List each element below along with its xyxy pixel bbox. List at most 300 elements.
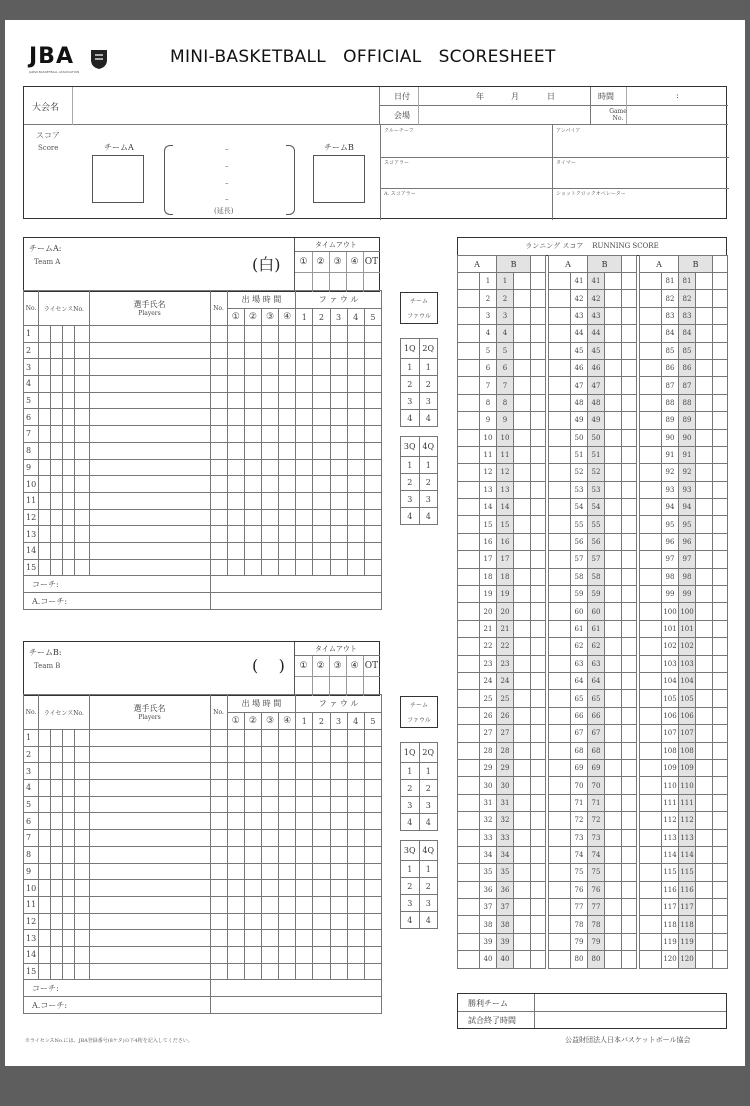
- player-cell[interactable]: [261, 963, 278, 980]
- player-cell[interactable]: [313, 542, 330, 559]
- player-cell[interactable]: [364, 796, 381, 813]
- player-cell[interactable]: [279, 459, 296, 476]
- player-cell[interactable]: [330, 426, 347, 443]
- player-cell[interactable]: [244, 492, 261, 509]
- score-mark-b[interactable]: [514, 429, 531, 446]
- score-number-b[interactable]: [497, 638, 514, 655]
- score-mark-b[interactable]: [605, 725, 622, 742]
- player-cell[interactable]: [261, 813, 278, 830]
- score-number-b[interactable]: [497, 551, 514, 568]
- score-number-a[interactable]: [662, 899, 679, 916]
- score-number-b[interactable]: [588, 290, 605, 307]
- score-mark-b[interactable]: [605, 620, 622, 637]
- score-number-a[interactable]: [571, 412, 588, 429]
- player-cell[interactable]: [279, 896, 296, 913]
- player-cell[interactable]: [364, 913, 381, 930]
- player-cell[interactable]: [364, 476, 381, 493]
- player-cell[interactable]: [330, 746, 347, 763]
- player-cell[interactable]: [51, 509, 63, 526]
- team_a-timeout-3[interactable]: [329, 252, 347, 272]
- team-foul-cell[interactable]: [401, 457, 420, 474]
- score-mark-a[interactable]: [549, 359, 571, 376]
- score-mark-b[interactable]: [605, 707, 622, 724]
- score-mark-b[interactable]: [514, 603, 531, 620]
- player-cell[interactable]: [364, 830, 381, 847]
- player-cell[interactable]: [330, 830, 347, 847]
- player-cell[interactable]: [51, 459, 63, 476]
- score-mark-a[interactable]: [640, 429, 662, 446]
- score-mark-a[interactable]: [458, 516, 480, 533]
- player-cell[interactable]: [89, 863, 210, 880]
- player-cell[interactable]: [39, 780, 51, 797]
- score-mark-a[interactable]: [549, 499, 571, 516]
- player-cell[interactable]: [210, 880, 227, 897]
- player-cell[interactable]: [63, 813, 75, 830]
- score-number-b[interactable]: [497, 464, 514, 481]
- score-number-a[interactable]: [662, 359, 679, 376]
- score-mark-b[interactable]: [514, 620, 531, 637]
- player-cell[interactable]: [279, 509, 296, 526]
- score-number-b[interactable]: [679, 342, 696, 359]
- team-foul-cell[interactable]: [401, 474, 420, 491]
- team-foul-cell[interactable]: [401, 861, 420, 878]
- player-cell[interactable]: [51, 846, 63, 863]
- player-cell[interactable]: [51, 376, 63, 393]
- player-cell[interactable]: [210, 846, 227, 863]
- team-foul-cell[interactable]: [401, 376, 420, 393]
- team-foul-cell[interactable]: [401, 763, 420, 780]
- score-mark-b[interactable]: [514, 846, 531, 863]
- player-cell[interactable]: [364, 426, 381, 443]
- score-number-a[interactable]: [480, 620, 497, 637]
- player-cell[interactable]: [296, 963, 313, 980]
- score-mark-a[interactable]: [458, 899, 480, 916]
- score-mark-a[interactable]: [458, 586, 480, 603]
- team-foul-cell[interactable]: [419, 797, 438, 814]
- player-cell[interactable]: [364, 746, 381, 763]
- score-mark-a[interactable]: [549, 377, 571, 394]
- player-cell[interactable]: [51, 392, 63, 409]
- player-cell[interactable]: [244, 476, 261, 493]
- score-number-b[interactable]: [497, 429, 514, 446]
- score-mark-a[interactable]: [549, 864, 571, 881]
- score-mark-b[interactable]: [696, 464, 713, 481]
- player-cell[interactable]: [261, 930, 278, 947]
- score-number-b[interactable]: [679, 951, 696, 968]
- player-cell[interactable]: [244, 426, 261, 443]
- player-cell[interactable]: [347, 846, 364, 863]
- player-cell[interactable]: [89, 830, 210, 847]
- team-foul-cell[interactable]: [401, 797, 420, 814]
- player-cell[interactable]: [63, 780, 75, 797]
- score-number-a[interactable]: [662, 551, 679, 568]
- player-cell[interactable]: [261, 846, 278, 863]
- player-cell[interactable]: [210, 830, 227, 847]
- score-number-a[interactable]: [662, 655, 679, 672]
- team_a-timeout-4[interactable]: [346, 252, 364, 272]
- player-cell[interactable]: [51, 963, 63, 980]
- player-cell[interactable]: [313, 442, 330, 459]
- player-cell[interactable]: [227, 326, 244, 343]
- score-number-b[interactable]: [497, 812, 514, 829]
- score-number-a[interactable]: [571, 290, 588, 307]
- score-number-a[interactable]: [571, 812, 588, 829]
- asst-scorer-field[interactable]: A. スコアラー: [384, 191, 416, 197]
- score-mark-a[interactable]: [640, 933, 662, 950]
- player-cell[interactable]: [347, 492, 364, 509]
- player-cell[interactable]: [39, 359, 51, 376]
- player-cell[interactable]: [210, 763, 227, 780]
- player-cell[interactable]: [279, 342, 296, 359]
- score-mark-a[interactable]: [640, 864, 662, 881]
- score-number-b[interactable]: [679, 899, 696, 916]
- player-cell[interactable]: [364, 509, 381, 526]
- score-number-a[interactable]: [480, 429, 497, 446]
- player-cell[interactable]: [364, 930, 381, 947]
- score-mark-b[interactable]: [514, 864, 531, 881]
- score-mark-b[interactable]: [605, 812, 622, 829]
- player-cell[interactable]: [63, 326, 75, 343]
- score-mark-a[interactable]: [640, 325, 662, 342]
- score-mark-a[interactable]: [640, 829, 662, 846]
- umpire-field[interactable]: アンパイア: [556, 128, 581, 134]
- player-cell[interactable]: [89, 746, 210, 763]
- player-cell[interactable]: [330, 492, 347, 509]
- score-mark-a[interactable]: [640, 481, 662, 498]
- team-foul-cell[interactable]: [419, 376, 438, 393]
- player-cell[interactable]: [244, 746, 261, 763]
- team-foul-cell[interactable]: [401, 491, 420, 508]
- score-mark-a[interactable]: [640, 881, 662, 898]
- score-mark-b[interactable]: [696, 620, 713, 637]
- score-mark-b[interactable]: [605, 533, 622, 550]
- score-mark-a[interactable]: [640, 307, 662, 324]
- score-number-b[interactable]: [497, 325, 514, 342]
- player-cell[interactable]: [330, 730, 347, 747]
- score-number-a[interactable]: [480, 464, 497, 481]
- score-number-a[interactable]: [571, 777, 588, 794]
- player-cell[interactable]: [279, 542, 296, 559]
- player-cell[interactable]: [39, 409, 51, 426]
- player-cell[interactable]: [75, 930, 89, 947]
- score-mark-b[interactable]: [696, 516, 713, 533]
- player-cell[interactable]: [227, 342, 244, 359]
- player-cell[interactable]: [347, 542, 364, 559]
- score-number-b[interactable]: [679, 777, 696, 794]
- score-mark-a[interactable]: [640, 533, 662, 550]
- coach-extra-cell[interactable]: [210, 593, 381, 610]
- player-cell[interactable]: [89, 542, 210, 559]
- player-cell[interactable]: [330, 913, 347, 930]
- score-mark-b[interactable]: [605, 307, 622, 324]
- score-mark-a[interactable]: [640, 846, 662, 863]
- player-cell[interactable]: [89, 763, 210, 780]
- player-cell[interactable]: [75, 526, 89, 543]
- score-mark-b[interactable]: [605, 342, 622, 359]
- score-number-a[interactable]: [480, 273, 497, 290]
- score-mark-b[interactable]: [514, 829, 531, 846]
- score-mark-b[interactable]: [605, 290, 622, 307]
- score-mark-b[interactable]: [605, 464, 622, 481]
- score-number-a[interactable]: [571, 481, 588, 498]
- team-foul-cell[interactable]: [401, 895, 420, 912]
- player-cell[interactable]: [63, 459, 75, 476]
- player-cell[interactable]: [51, 326, 63, 343]
- score-mark-a[interactable]: [458, 273, 480, 290]
- player-cell[interactable]: [330, 863, 347, 880]
- asst-coach-field[interactable]: [24, 997, 211, 1014]
- score-mark-a[interactable]: [549, 464, 571, 481]
- player-cell[interactable]: [279, 409, 296, 426]
- player-cell[interactable]: [330, 326, 347, 343]
- score-mark-a[interactable]: [549, 933, 571, 950]
- score-number-a[interactable]: [662, 829, 679, 846]
- player-cell[interactable]: [296, 376, 313, 393]
- score-mark-b[interactable]: [605, 499, 622, 516]
- player-cell[interactable]: [227, 442, 244, 459]
- player-cell[interactable]: [347, 376, 364, 393]
- score-mark-b[interactable]: [514, 551, 531, 568]
- player-cell[interactable]: [296, 830, 313, 847]
- player-cell[interactable]: [39, 559, 51, 576]
- player-cell[interactable]: [364, 459, 381, 476]
- team-foul-cell[interactable]: [401, 814, 420, 831]
- player-cell[interactable]: [261, 359, 278, 376]
- player-cell[interactable]: [261, 542, 278, 559]
- score-number-a[interactable]: [662, 446, 679, 463]
- player-cell[interactable]: [313, 896, 330, 913]
- player-cell[interactable]: [296, 542, 313, 559]
- player-cell[interactable]: [364, 442, 381, 459]
- score-number-b[interactable]: [497, 568, 514, 585]
- player-cell[interactable]: [89, 913, 210, 930]
- score-mark-a[interactable]: [458, 759, 480, 776]
- player-cell[interactable]: [261, 780, 278, 797]
- score-mark-a[interactable]: [458, 533, 480, 550]
- score-mark-a[interactable]: [549, 690, 571, 707]
- score-mark-a[interactable]: [458, 794, 480, 811]
- timeout-entry[interactable]: [363, 676, 380, 696]
- player-cell[interactable]: [364, 526, 381, 543]
- player-cell[interactable]: [313, 830, 330, 847]
- score-number-a[interactable]: [480, 481, 497, 498]
- score-mark-a[interactable]: [549, 829, 571, 846]
- score-number-b[interactable]: [588, 638, 605, 655]
- score-mark-a[interactable]: [458, 864, 480, 881]
- player-cell[interactable]: [227, 426, 244, 443]
- score-number-b[interactable]: [497, 794, 514, 811]
- score-number-b[interactable]: [497, 273, 514, 290]
- player-cell[interactable]: [330, 542, 347, 559]
- score-mark-b[interactable]: [605, 933, 622, 950]
- player-cell[interactable]: [296, 946, 313, 963]
- player-cell[interactable]: [364, 359, 381, 376]
- score-mark-b[interactable]: [605, 603, 622, 620]
- player-cell[interactable]: [347, 509, 364, 526]
- player-cell[interactable]: [347, 763, 364, 780]
- score-mark-a[interactable]: [458, 933, 480, 950]
- player-cell[interactable]: [210, 509, 227, 526]
- score-number-b[interactable]: [497, 899, 514, 916]
- player-cell[interactable]: [296, 746, 313, 763]
- player-cell[interactable]: [313, 763, 330, 780]
- score-number-b[interactable]: [497, 290, 514, 307]
- score-number-b[interactable]: [497, 881, 514, 898]
- score-mark-a[interactable]: [458, 812, 480, 829]
- score-mark-b[interactable]: [696, 829, 713, 846]
- player-cell[interactable]: [261, 509, 278, 526]
- player-cell[interactable]: [63, 846, 75, 863]
- score-mark-b[interactable]: [696, 429, 713, 446]
- score-mark-b[interactable]: [696, 812, 713, 829]
- player-cell[interactable]: [75, 746, 89, 763]
- team_a-timeout-5[interactable]: [363, 252, 380, 272]
- player-cell[interactable]: [347, 746, 364, 763]
- player-cell[interactable]: [227, 492, 244, 509]
- player-cell[interactable]: [63, 376, 75, 393]
- player-cell[interactable]: [313, 526, 330, 543]
- player-cell[interactable]: [39, 526, 51, 543]
- score-number-a[interactable]: [662, 325, 679, 342]
- player-cell[interactable]: [364, 730, 381, 747]
- score-number-b[interactable]: [679, 603, 696, 620]
- score-number-a[interactable]: [571, 933, 588, 950]
- score-number-b[interactable]: [679, 638, 696, 655]
- player-cell[interactable]: [227, 796, 244, 813]
- score-mark-b[interactable]: [514, 916, 531, 933]
- player-cell[interactable]: [261, 376, 278, 393]
- score-mark-b[interactable]: [696, 742, 713, 759]
- score-mark-a[interactable]: [549, 394, 571, 411]
- score-number-a[interactable]: [571, 394, 588, 411]
- player-cell[interactable]: [210, 409, 227, 426]
- player-cell[interactable]: [313, 930, 330, 947]
- player-cell[interactable]: [39, 326, 51, 343]
- player-cell[interactable]: [39, 730, 51, 747]
- score-mark-b[interactable]: [605, 429, 622, 446]
- player-cell[interactable]: [330, 442, 347, 459]
- player-cell[interactable]: [296, 459, 313, 476]
- player-cell[interactable]: [364, 326, 381, 343]
- score-mark-b[interactable]: [605, 864, 622, 881]
- score-number-b[interactable]: [588, 916, 605, 933]
- score-number-a[interactable]: [662, 290, 679, 307]
- player-cell[interactable]: [261, 426, 278, 443]
- score-number-b[interactable]: [588, 655, 605, 672]
- score-mark-a[interactable]: [640, 273, 662, 290]
- player-cell[interactable]: [89, 930, 210, 947]
- player-cell[interactable]: [89, 559, 210, 576]
- score-number-b[interactable]: [588, 829, 605, 846]
- player-cell[interactable]: [227, 846, 244, 863]
- score-number-a[interactable]: [571, 638, 588, 655]
- score-number-b[interactable]: [497, 759, 514, 776]
- player-cell[interactable]: [347, 880, 364, 897]
- player-cell[interactable]: [227, 930, 244, 947]
- score-mark-a[interactable]: [549, 481, 571, 498]
- player-cell[interactable]: [51, 830, 63, 847]
- score-number-b[interactable]: [497, 499, 514, 516]
- player-cell[interactable]: [89, 409, 210, 426]
- score-mark-b[interactable]: [605, 325, 622, 342]
- tournament-field[interactable]: [24, 87, 380, 125]
- player-cell[interactable]: [210, 392, 227, 409]
- player-cell[interactable]: [244, 846, 261, 863]
- score-number-b[interactable]: [497, 377, 514, 394]
- score-mark-a[interactable]: [549, 586, 571, 603]
- player-cell[interactable]: [261, 526, 278, 543]
- player-cell[interactable]: [313, 342, 330, 359]
- score-number-b[interactable]: [679, 933, 696, 950]
- score-mark-a[interactable]: [458, 620, 480, 637]
- score-number-a[interactable]: [662, 672, 679, 689]
- player-cell[interactable]: [364, 963, 381, 980]
- score-mark-b[interactable]: [696, 899, 713, 916]
- score-mark-b[interactable]: [696, 359, 713, 376]
- player-cell[interactable]: [75, 542, 89, 559]
- score-number-a[interactable]: [480, 707, 497, 724]
- score-mark-a[interactable]: [458, 429, 480, 446]
- team-foul-cell[interactable]: [419, 508, 438, 525]
- score-number-a[interactable]: [480, 655, 497, 672]
- player-cell[interactable]: [313, 913, 330, 930]
- score-team-a-box[interactable]: [92, 155, 144, 203]
- player-cell[interactable]: [75, 559, 89, 576]
- score-number-b[interactable]: [679, 690, 696, 707]
- score-mark-b[interactable]: [514, 933, 531, 950]
- player-cell[interactable]: [296, 426, 313, 443]
- score-mark-b[interactable]: [696, 864, 713, 881]
- player-cell[interactable]: [51, 559, 63, 576]
- score-number-a[interactable]: [662, 933, 679, 950]
- score-mark-b[interactable]: [514, 481, 531, 498]
- player-cell[interactable]: [313, 880, 330, 897]
- score-number-a[interactable]: [480, 446, 497, 463]
- player-cell[interactable]: [330, 763, 347, 780]
- score-number-a[interactable]: [662, 568, 679, 585]
- team_a-timeout-1[interactable]: [295, 252, 313, 272]
- score-number-b[interactable]: [497, 359, 514, 376]
- player-cell[interactable]: [227, 830, 244, 847]
- score-mark-a[interactable]: [640, 412, 662, 429]
- score-mark-a[interactable]: [640, 690, 662, 707]
- player-cell[interactable]: [63, 442, 75, 459]
- player-cell[interactable]: [39, 476, 51, 493]
- score-number-a[interactable]: [662, 951, 679, 968]
- player-cell[interactable]: [244, 813, 261, 830]
- player-cell[interactable]: [51, 526, 63, 543]
- player-cell[interactable]: [63, 946, 75, 963]
- score-mark-b[interactable]: [696, 412, 713, 429]
- score-mark-a[interactable]: [458, 394, 480, 411]
- score-mark-a[interactable]: [458, 342, 480, 359]
- score-mark-a[interactable]: [458, 672, 480, 689]
- score-mark-b[interactable]: [514, 742, 531, 759]
- coach-extra-cell[interactable]: [210, 980, 381, 997]
- player-cell[interactable]: [244, 963, 261, 980]
- score-mark-b[interactable]: [696, 603, 713, 620]
- player-cell[interactable]: [364, 409, 381, 426]
- player-cell[interactable]: [63, 796, 75, 813]
- player-cell[interactable]: [75, 376, 89, 393]
- score-mark-b[interactable]: [696, 551, 713, 568]
- score-mark-a[interactable]: [640, 499, 662, 516]
- player-cell[interactable]: [89, 846, 210, 863]
- score-number-b[interactable]: [588, 933, 605, 950]
- score-number-b[interactable]: [679, 916, 696, 933]
- player-cell[interactable]: [364, 780, 381, 797]
- score-number-a[interactable]: [480, 603, 497, 620]
